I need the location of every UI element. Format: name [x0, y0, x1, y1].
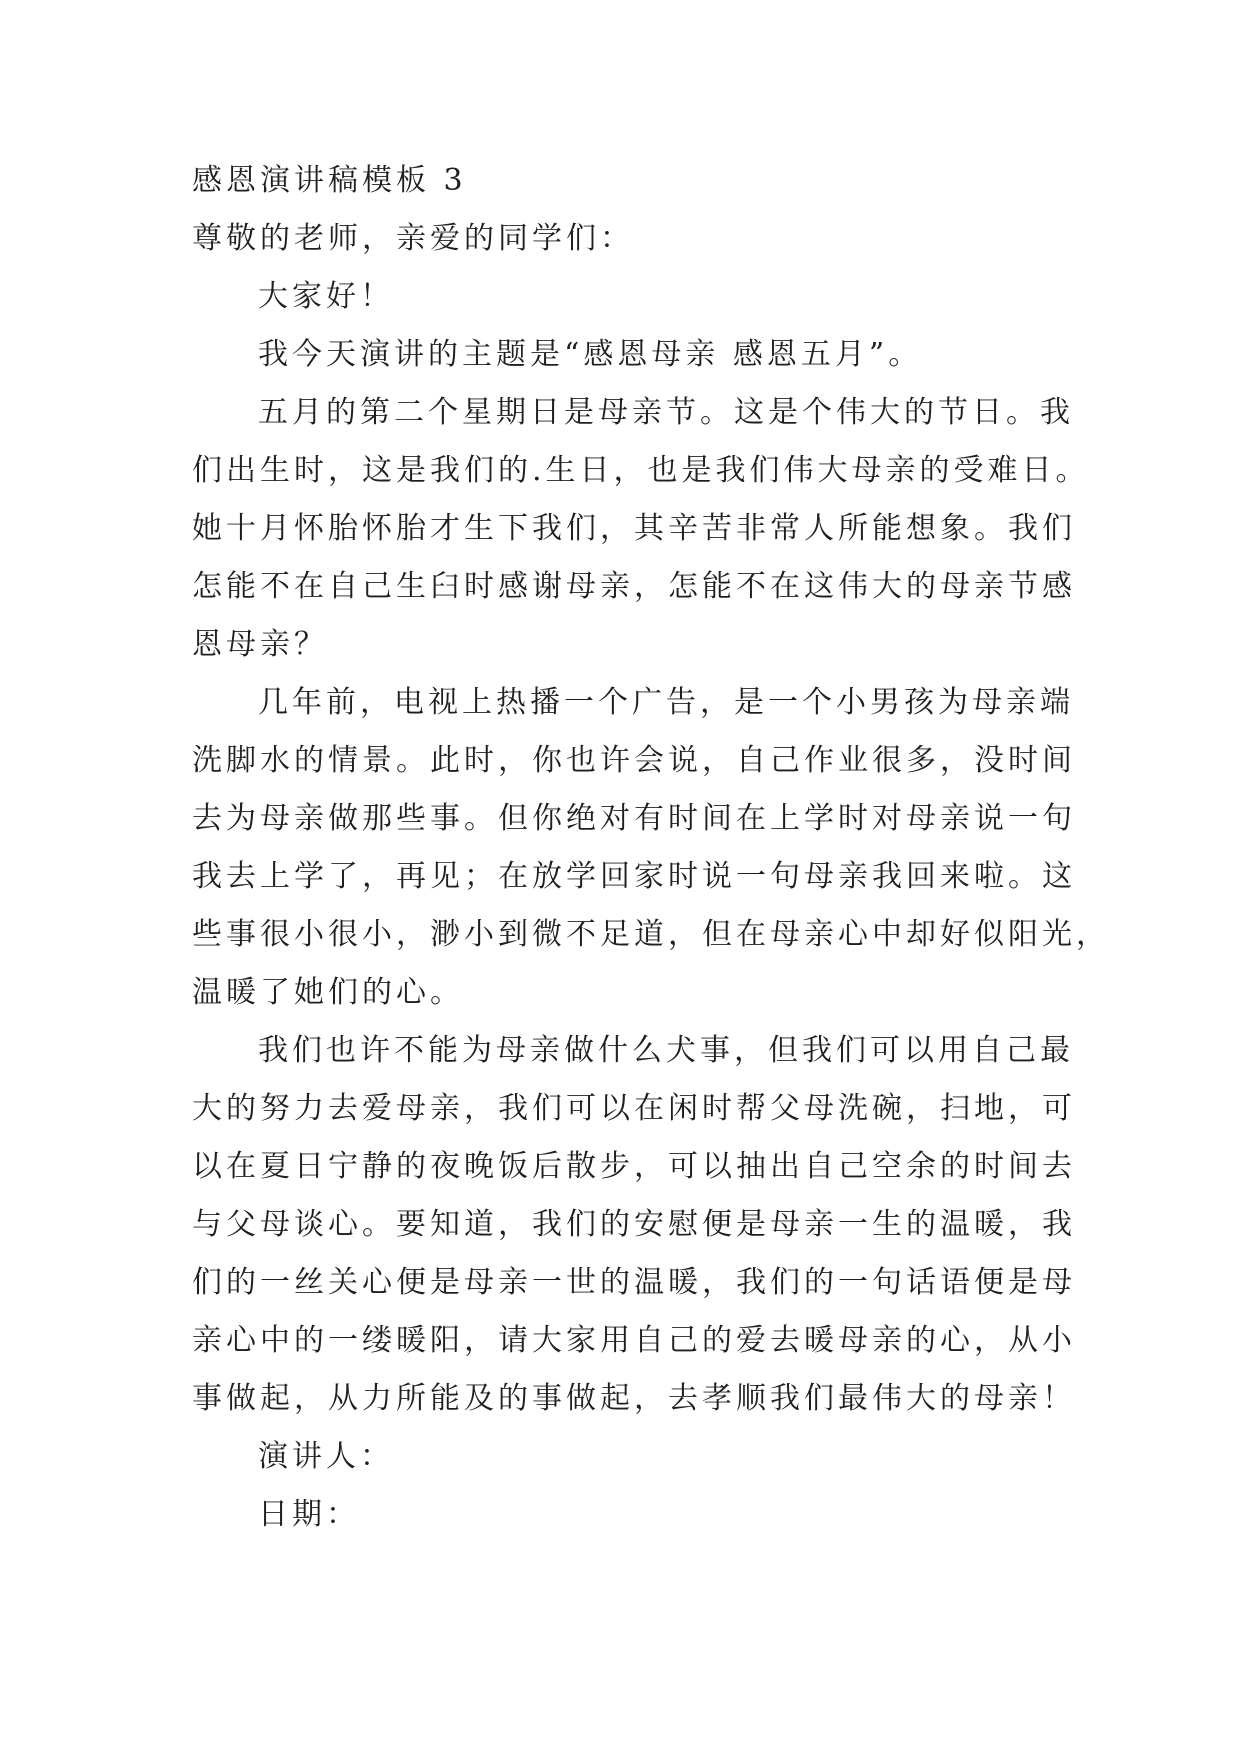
- paragraph-love-mother: [192, 1022, 1076, 1428]
- paragraph-line: 以在夏日宁静的夜晚饭后散步，可以抽出自己空余的时间去: [192, 1149, 1076, 1184]
- paragraph-mothers-day: [192, 384, 1090, 674]
- greeting: 大家好！: [258, 279, 394, 314]
- paragraph-line: 们出生时，这是我们的.生日，也是我们伟大母亲的受难日。: [192, 453, 1090, 488]
- paragraph-line: 洗脚水的情景。此时，你也许会说，自己作业很多，没时间: [192, 743, 1076, 778]
- salutation: 尊敬的老师，亲爱的同学们：: [192, 221, 634, 256]
- speaker-label: 演讲人：: [258, 1439, 394, 1474]
- paragraph-line: 们的一丝关心便是母亲一世的温暖，我们的一句话语便是母: [192, 1265, 1076, 1300]
- paragraph-line: 恩母亲？: [192, 627, 328, 662]
- paragraph-line: 怎能不在自己生臼时感谢母亲，怎能不在这伟大的母亲节感: [192, 569, 1076, 604]
- paragraph-line: 她十月怀胎怀胎才生下我们，其辛苦非常人所能想象。我们: [192, 511, 1076, 546]
- paragraph-line: 我们也许不能为母亲做什么犬事，但我们可以用自己最: [258, 1033, 1074, 1068]
- paragraph-line: 大的努力去爱母亲，我们可以在闲时帮父母洗碗，扫地，可: [192, 1091, 1076, 1126]
- paragraph-line: 些事很小很小，渺小到微不足道，但在母亲心中却好似阳光，: [192, 917, 1110, 952]
- paragraph-line: 事做起，从力所能及的事做起，去孝顺我们最伟大的母亲！: [192, 1381, 1076, 1416]
- paragraph-line: 几年前，电视上热播一个广告，是一个小男孩为母亲端: [258, 685, 1074, 720]
- paragraph-line: 我今天演讲的主题是“感恩母亲 感恩五月”。: [258, 337, 923, 372]
- paragraph-line: 去为母亲做那些事。但你绝对有时间在上学时对母亲说一句: [192, 801, 1076, 836]
- document-body: [192, 152, 1110, 1544]
- document-title: 感恩演讲稿模板 3: [192, 163, 467, 198]
- paragraph-advertisement: [192, 674, 1110, 1022]
- paragraph-line: 与父母谈心。要知道，我们的安慰便是母亲一生的温暖，我: [192, 1207, 1076, 1242]
- date-label: 日期：: [258, 1497, 360, 1532]
- paragraph-line: 亲心中的一缕暖阳，请大家用自己的爱去暖母亲的心，从小: [192, 1323, 1076, 1358]
- paragraph-theme: [192, 326, 1052, 384]
- paragraph-line: 五月的第二个星期日是母亲节。这是个伟大的节日。我: [258, 395, 1074, 430]
- paragraph-line: 温暖了她们的心。: [192, 975, 464, 1010]
- paragraph-line: 我去上学了，再见；在放学回家时说一句母亲我回来啦。这: [192, 859, 1076, 894]
